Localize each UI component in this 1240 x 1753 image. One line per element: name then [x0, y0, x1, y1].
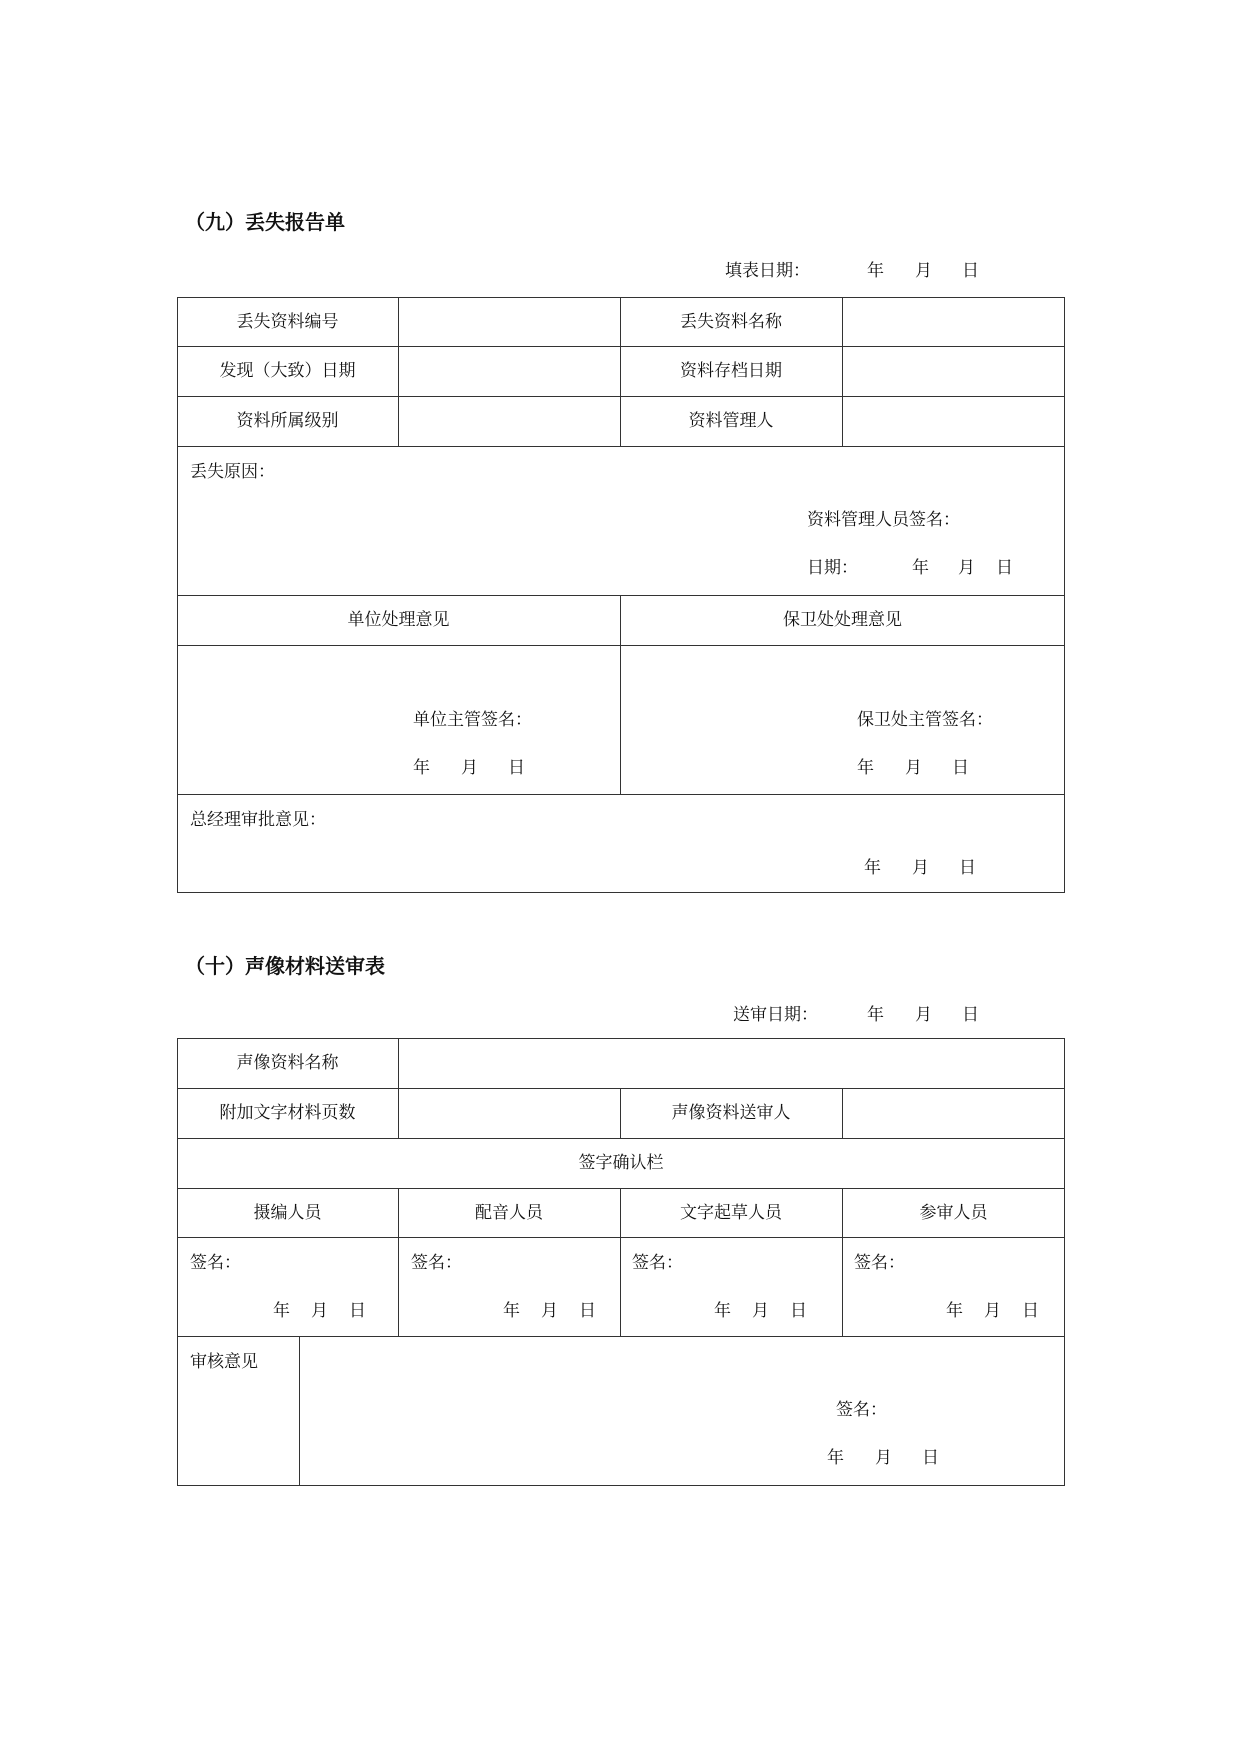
- label-doc-level: 资料所属级别: [236, 411, 339, 431]
- voiceover-sign-day: 日: [579, 1301, 596, 1321]
- drafter-sign-year: 年: [714, 1301, 731, 1321]
- role-editor: 摄编人员: [253, 1202, 322, 1223]
- submit-date-day: 日: [962, 1005, 979, 1025]
- unit-supervisor-signature-label: 单位主管签名：: [413, 710, 532, 730]
- gm-date-year: 年: [864, 858, 881, 878]
- security-date-month: 月: [905, 758, 922, 778]
- review-date-year: 年: [827, 1448, 844, 1468]
- label-discovery-date: 发现（大致）日期: [219, 361, 356, 381]
- lost-doc-number-field[interactable]: [398, 297, 620, 346]
- label-lost-doc-name: 丢失资料名称: [680, 311, 782, 332]
- form9-title: （九）丢失报告单: [185, 210, 345, 234]
- gm-approval-label: 总经理审批意见：: [190, 810, 326, 830]
- discovery-date-field[interactable]: [398, 346, 620, 396]
- submit-date-month: 月: [915, 1005, 932, 1025]
- divider: [299, 1336, 300, 1486]
- label-submitter: 声像资料送审人: [671, 1103, 791, 1123]
- divider: [177, 446, 1065, 447]
- form10-title: （十）声像材料送审表: [185, 954, 385, 978]
- editor-sign-label: 签名：: [190, 1253, 241, 1273]
- reviewer-sign-year: 年: [946, 1301, 963, 1321]
- divider: [177, 645, 1065, 646]
- security-opinion-header: 保卫处处理意见: [783, 610, 902, 630]
- security-date-day: 日: [952, 758, 969, 778]
- divider: [177, 1336, 1065, 1337]
- submit-date-label: 送审日期：: [733, 1005, 818, 1025]
- fill-date-label: 填表日期：: [725, 261, 810, 281]
- label-lost-doc-number: 丢失资料编号: [236, 311, 339, 332]
- gm-date-month: 月: [912, 858, 929, 878]
- drafter-sign-day: 日: [790, 1301, 807, 1321]
- doc-level-field[interactable]: [398, 396, 620, 446]
- av-name-field[interactable]: [398, 1038, 1065, 1088]
- reviewer-sign-month: 月: [984, 1301, 1001, 1321]
- submitter-field[interactable]: [842, 1088, 1065, 1138]
- lost-reason-label: 丢失原因：: [190, 462, 275, 482]
- editor-sign-year: 年: [273, 1301, 290, 1321]
- unit-opinion-header: 单位处理意见: [347, 610, 450, 630]
- divider: [177, 1237, 1065, 1238]
- voiceover-sign-year: 年: [503, 1301, 520, 1321]
- role-text-drafter: 文字起草人员: [680, 1202, 782, 1223]
- review-opinion-label: 审核意见: [190, 1352, 258, 1372]
- role-reviewer: 参审人员: [919, 1202, 988, 1223]
- manager-signature-label: 资料管理人员签名：: [807, 510, 960, 530]
- editor-sign-day: 日: [349, 1301, 366, 1321]
- gm-date-day: 日: [959, 858, 976, 878]
- editor-sign-month: 月: [311, 1301, 328, 1321]
- lost-doc-name-field[interactable]: [842, 297, 1065, 346]
- divider: [177, 794, 1065, 795]
- label-doc-manager: 资料管理人: [688, 411, 774, 431]
- reviewer-sign-day: 日: [1022, 1301, 1039, 1321]
- drafter-sign-label: 签名：: [632, 1253, 683, 1273]
- fill-date-year: 年: [867, 261, 884, 281]
- reason-date-day: 日: [996, 558, 1013, 578]
- attached-pages-field[interactable]: [398, 1088, 620, 1138]
- voiceover-sign-label: 签名：: [411, 1253, 462, 1273]
- review-sign-label: 签名：: [836, 1400, 887, 1420]
- unit-date-month: 月: [461, 758, 478, 778]
- reviewer-sign-label: 签名：: [854, 1253, 905, 1273]
- reason-date-label: 日期：: [807, 558, 858, 578]
- submit-date-year: 年: [867, 1005, 884, 1025]
- signature-confirm-header: 签字确认栏: [578, 1153, 664, 1173]
- security-date-year: 年: [857, 758, 874, 778]
- review-date-day: 日: [922, 1448, 939, 1468]
- archive-date-field[interactable]: [842, 346, 1065, 396]
- fill-date-month: 月: [915, 261, 932, 281]
- reason-date-month: 月: [958, 558, 975, 578]
- role-voiceover: 配音人员: [475, 1202, 543, 1223]
- doc-manager-field[interactable]: [842, 396, 1065, 446]
- unit-date-day: 日: [508, 758, 525, 778]
- security-supervisor-signature-label: 保卫处主管签名：: [857, 710, 993, 730]
- drafter-sign-month: 月: [752, 1301, 769, 1321]
- fill-date-day: 日: [962, 261, 979, 281]
- unit-date-year: 年: [413, 758, 430, 778]
- label-archive-date: 资料存档日期: [680, 361, 782, 381]
- voiceover-sign-month: 月: [541, 1301, 558, 1321]
- label-attached-pages: 附加文字材料页数: [219, 1103, 356, 1123]
- review-date-month: 月: [875, 1448, 892, 1468]
- label-av-name: 声像资料名称: [236, 1053, 339, 1073]
- reason-date-year: 年: [912, 558, 929, 578]
